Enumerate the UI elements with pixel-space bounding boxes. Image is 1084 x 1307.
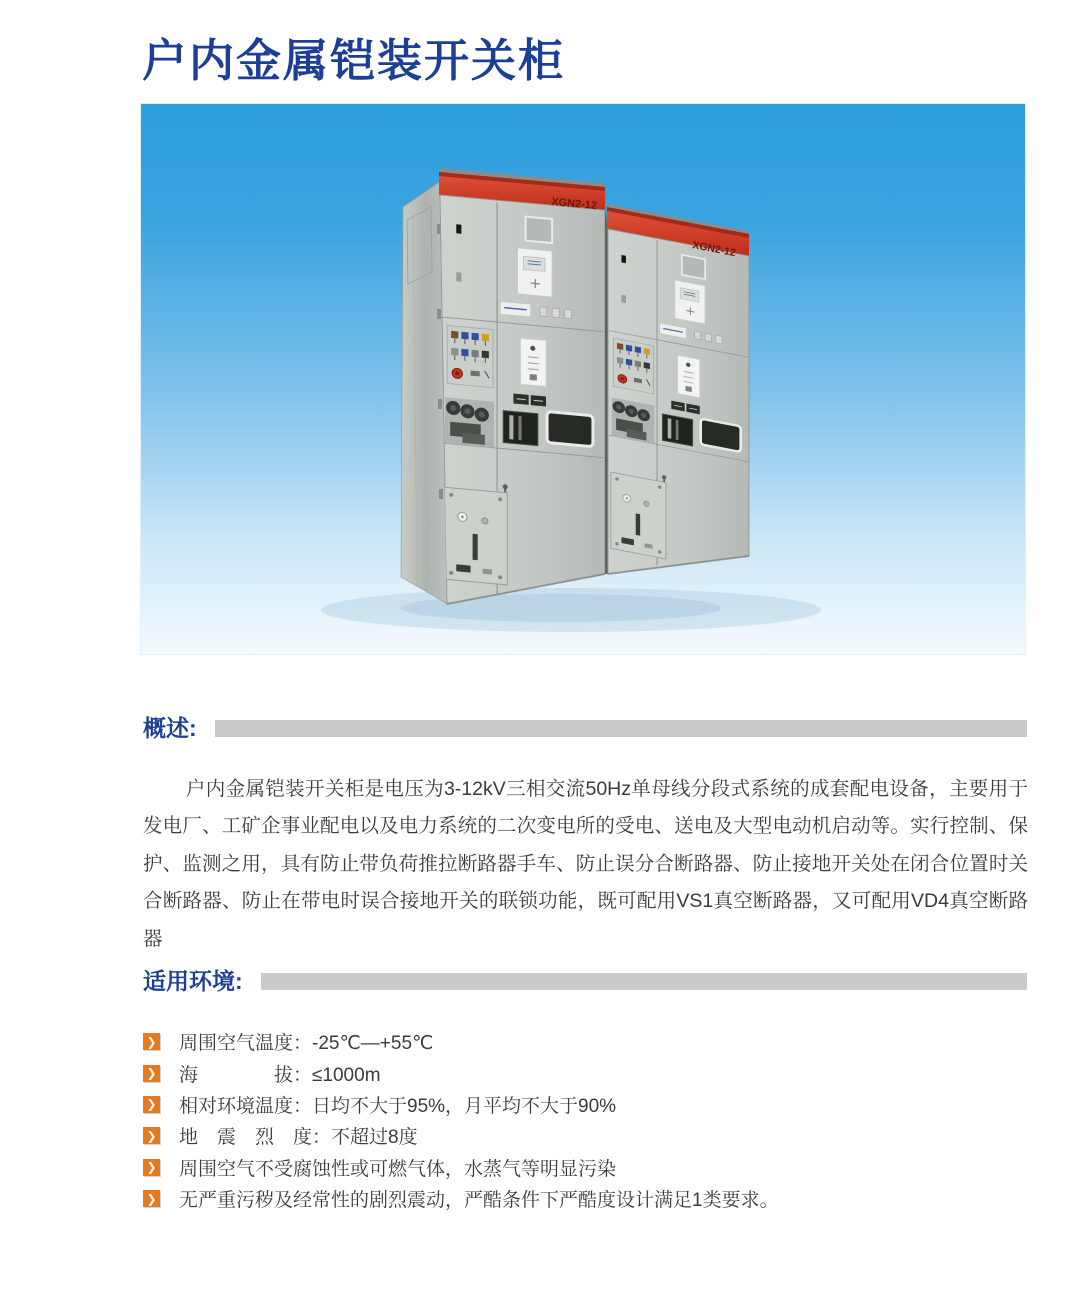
arrow-bullet-icon: ❯ [143, 1159, 160, 1176]
arrow-bullet-icon: ❯ [143, 1033, 160, 1050]
overview-section-header [143, 710, 1027, 743]
arrow-bullet-icon: ❯ [143, 1096, 160, 1113]
list-item [143, 1026, 1028, 1057]
environment-section-header [143, 963, 1027, 996]
overview-paragraph: 户内金属铠装开关柜是电压为3-12kV三相交流50Hz单母线分段式系统的成套配电设备，主要用于发电厂、工矿企事业配电以及电力系统的二次变电所的受电、送电及大型电动机启动等。实行控制、保护、监测之用，具有防止带负荷推拉断路器手车、防止误分合断路器、防止接地开关处在闭合位置时关合断路器、防止在带电时误合接地开关的联锁功能，既可配用VS1真空断路器，又可配用VD4真空断路器 [143, 777, 1028, 950]
arrow-bullet-icon: ❯ [143, 1065, 160, 1082]
environment-item-text: 相对环境温度：日均不大于95%，月平均不大于90% [179, 1095, 617, 1117]
cabinet-left [401, 168, 605, 604]
environment-heading: 适用环境: [143, 968, 243, 994]
list-item [143, 1152, 1028, 1183]
model-label-right: XGN2-12 [691, 239, 737, 260]
overview-heading-bar [215, 720, 1027, 737]
list-item [143, 1089, 1028, 1120]
arrow-bullet-icon: ❯ [143, 1127, 160, 1144]
model-label-left: XGN2-12 [550, 196, 598, 213]
environment-item-text: 地 震 烈 度：不超过8度 [179, 1127, 418, 1149]
environment-item-text: 周围空气不受腐蚀性或可燃气体，水蒸气等明显污染 [179, 1158, 617, 1180]
environment-item-text: 海 拔：≤1000m [179, 1064, 381, 1086]
list-item [143, 1057, 1028, 1088]
list-item [143, 1120, 1028, 1151]
list-item [143, 1183, 1028, 1214]
cabinet-shadow [321, 588, 821, 632]
environment-item-text: 周围空气温度：-25℃—+55℃ [179, 1033, 434, 1055]
environment-list [143, 1026, 1028, 1214]
switchgear-illustration [141, 104, 1027, 656]
page-title: 户内金属铠装开关柜 [142, 35, 566, 86]
arrow-bullet-icon: ❯ [143, 1190, 160, 1207]
product-photo [140, 103, 1026, 655]
environment-heading-bar [261, 973, 1027, 990]
cabinet-right [607, 204, 750, 583]
environment-item-text: 无严重污秽及经常性的剧烈震动，严酷条件下严酷度设计满足1类要求。 [179, 1190, 779, 1212]
overview-heading: 概述: [143, 715, 197, 741]
